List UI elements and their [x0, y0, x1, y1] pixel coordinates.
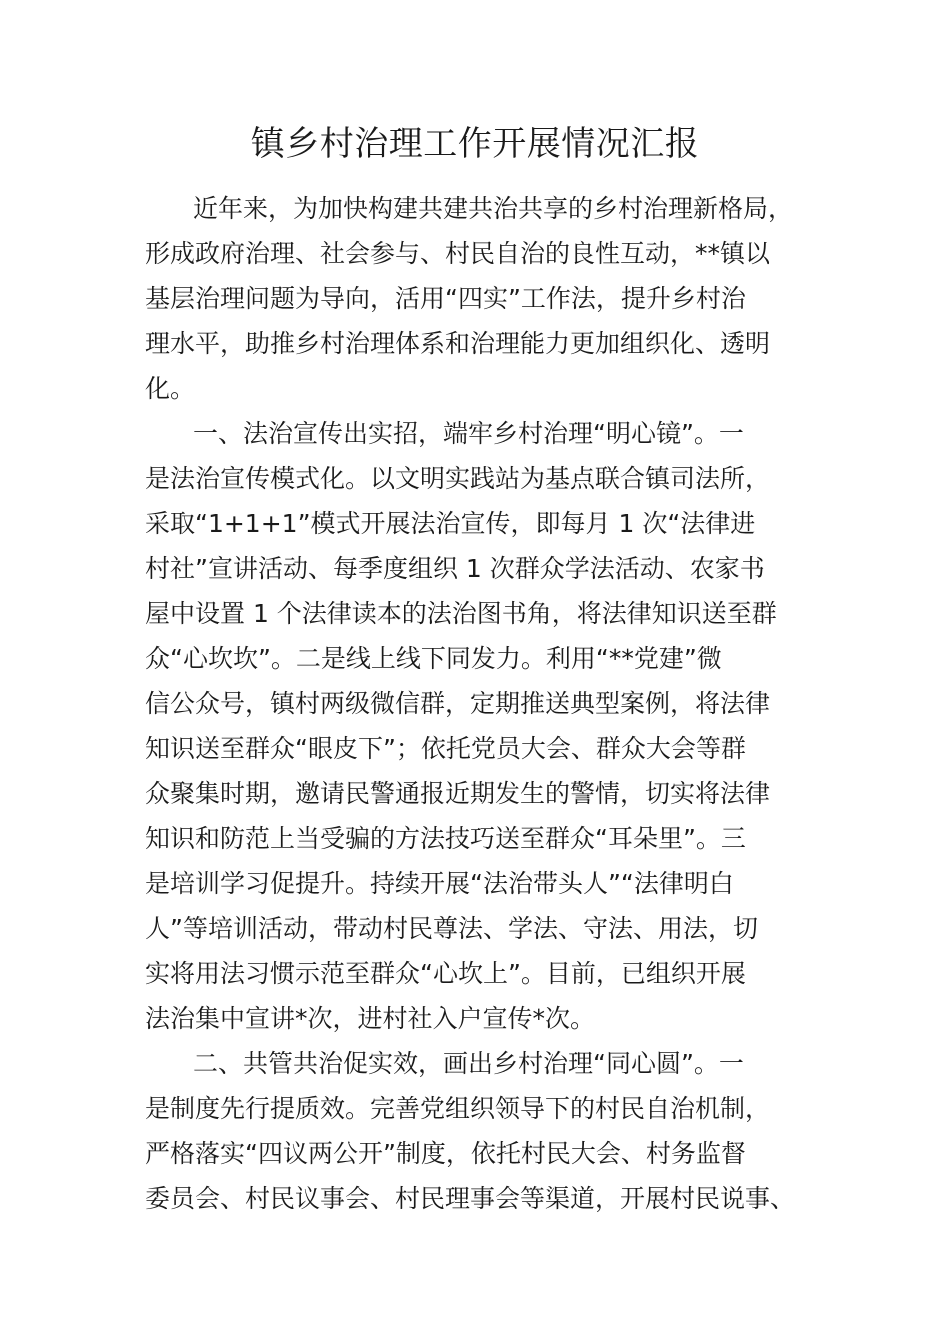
text-line: 严格落实“四议两公开”制度，依托村民大会、村务监督	[145, 1139, 746, 1168]
text-line: 是法治宣传模式化。以文明实践站为基点联合镇司法所，	[145, 464, 771, 493]
text-line: 近年来，为加快构建共建共治共享的乡村治理新格局，	[193, 194, 794, 223]
text-line: 二、共管共治促实效，画出乡村治理“同心圆”。一	[193, 1049, 744, 1078]
paragraph-intro	[145, 186, 805, 411]
text-line: 人”等培训活动，带动村民尊法、学法、守法、用法，切	[145, 914, 758, 943]
text-line: 是培训学习促提升。持续开展“法治带头人”“法律明白	[145, 869, 734, 898]
paragraph-section-1	[145, 411, 805, 1041]
text-line: 众“心坎坎”。二是线上线下同发力。利用“**党建”微	[145, 644, 722, 673]
document-title: 镇乡村治理工作开展情况汇报	[250, 124, 700, 164]
text-line: 理水平，助推乡村治理体系和治理能力更加组织化、透明	[145, 329, 771, 358]
text-line: 基层治理问题为导向，活用“四实”工作法，提升乡村治	[145, 284, 746, 313]
text-line: 委员会、村民议事会、村民理事会等渠道，开展村民说事、	[145, 1184, 796, 1213]
text-line: 知识和防范上当受骗的方法技巧送至群众“耳朵里”。三	[145, 824, 746, 853]
text-line: 信公众号，镇村两级微信群，定期推送典型案例，将法律	[145, 689, 771, 718]
text-line: 屋中设置 1 个法律读本的法治图书角，将法律知识送至群	[145, 599, 777, 628]
text-line: 采取“1+1+1”模式开展法治宣传，即每月 1 次“法律进	[145, 509, 756, 538]
text-line: 是制度先行提质效。完善党组织领导下的村民自治机制，	[145, 1094, 771, 1123]
text-line: 知识送至群众“眼皮下”；依托党员大会、群众大会等群	[145, 734, 746, 763]
text-line: 法治集中宣讲*次，进村社入户宣传*次。	[145, 1004, 596, 1033]
text-line: 众聚集时期，邀请民警通报近期发生的警情，切实将法律	[145, 779, 771, 808]
text-line: 形成政府治理、社会参与、村民自治的良性互动，**镇以	[145, 239, 771, 268]
paragraph-section-2	[145, 1041, 805, 1221]
text-line: 实将用法习惯示范至群众“心坎上”。目前，已组织开展	[145, 959, 746, 988]
document-body	[145, 186, 805, 1221]
text-line: 化。	[145, 374, 196, 403]
text-line: 一、法治宣传出实招，端牢乡村治理“明心镜”。一	[193, 419, 744, 448]
text-line: 村社”宣讲活动、每季度组织 1 次群众学法活动、农家书	[145, 554, 765, 583]
